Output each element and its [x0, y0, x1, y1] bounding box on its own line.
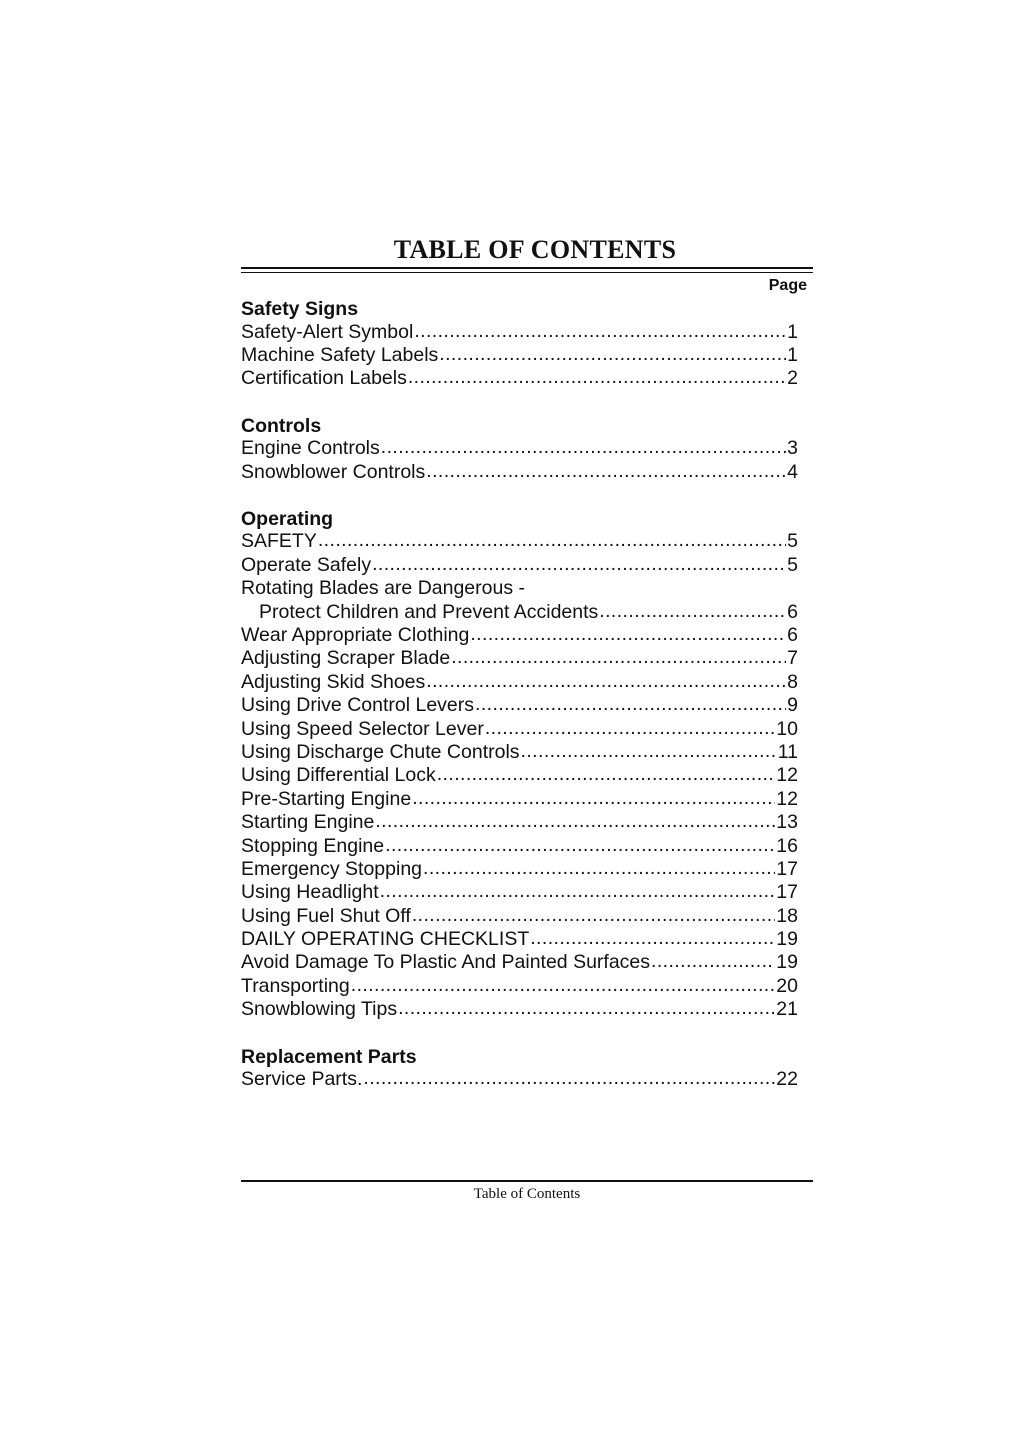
entry-page-number: 16 — [776, 834, 798, 857]
entry-page-number: 3 — [787, 437, 798, 460]
entry-label: Starting Engine — [241, 811, 375, 834]
entry-page-number: 21 — [776, 998, 798, 1021]
entry-page-number: 7 — [787, 647, 798, 670]
entry-page-number: 10 — [776, 717, 798, 740]
section-heading: Replacement Parts — [241, 1045, 417, 1068]
entry-label: DAILY OPERATING CHECKLIST — [241, 928, 530, 951]
entry-page-number: 20 — [776, 974, 798, 997]
entry-page-number: 4 — [787, 460, 798, 483]
toc-entry[interactable] — [241, 694, 798, 717]
section-heading: Controls — [241, 414, 322, 437]
entry-label: Using Fuel Shut Off — [241, 904, 411, 927]
dot-leader — [318, 529, 786, 552]
toc-entry[interactable] — [241, 928, 798, 951]
dot-leader — [385, 834, 775, 857]
entry-label: Rotating Blades are Dangerous - — [241, 577, 525, 600]
entry-label: Safety-Alert Symbol — [241, 320, 414, 343]
entry-label: Operate Safely — [241, 553, 372, 576]
dot-leader — [439, 343, 786, 366]
page-column-label: Page — [768, 277, 807, 294]
entry-label: Using Differential Lock — [241, 764, 436, 787]
entry-label: Using Drive Control Levers — [241, 694, 475, 717]
toc-entry[interactable] — [241, 905, 798, 928]
entry-page-number: 2 — [787, 367, 798, 390]
toc-section-operating — [241, 507, 813, 1022]
dot-leader — [599, 600, 786, 623]
toc-entry[interactable] — [241, 975, 798, 998]
toc-entry[interactable] — [241, 554, 798, 577]
entry-label: Avoid Damage To Plastic And Painted Surfaces — [241, 951, 651, 974]
dot-leader — [485, 717, 775, 740]
entry-label: Certification Labels — [241, 367, 407, 390]
entry-label: Machine Safety Labels — [241, 343, 439, 366]
entry-label: Adjusting Scraper Blade — [241, 647, 451, 670]
entry-page-number: 12 — [776, 764, 798, 787]
entry-label: Using Headlight — [241, 881, 379, 904]
entry-label: Protect Children and Prevent Accidents — [259, 600, 599, 623]
dot-leader — [426, 460, 786, 483]
entry-label: SAFETY — [241, 530, 317, 553]
page-footer: Table of Contents — [473, 1186, 581, 1202]
toc-entry[interactable] — [241, 461, 798, 484]
toc-entry[interactable] — [241, 951, 798, 974]
entry-label: Using Discharge Chute Controls — [241, 740, 520, 763]
entry-label: Transporting — [241, 974, 350, 997]
entry-page-number: 8 — [787, 670, 798, 693]
entry-label: Snowblowing Tips — [241, 998, 398, 1021]
entry-page-number: 18 — [776, 904, 798, 927]
toc-section-replacement-parts — [241, 1045, 813, 1092]
dot-leader — [521, 740, 777, 763]
toc-entry[interactable] — [241, 788, 798, 811]
entry-label: Engine Controls — [241, 437, 380, 460]
dot-leader — [372, 553, 786, 576]
dot-leader — [651, 950, 775, 973]
toc-entry[interactable] — [241, 998, 798, 1021]
entry-label: Adjusting Skid Shoes — [241, 670, 426, 693]
entry-page-number: 1 — [787, 343, 798, 366]
toc-section-controls — [241, 414, 813, 484]
entry-page-number: 19 — [776, 951, 798, 974]
dot-leader — [426, 670, 786, 693]
toc-entry[interactable] — [241, 881, 798, 904]
page-title: TABLE OF CONTENTS — [393, 235, 677, 264]
entry-page-number: 6 — [787, 624, 798, 647]
toc-entry[interactable] — [241, 718, 798, 741]
toc-entry[interactable] — [241, 858, 798, 881]
dot-leader — [412, 904, 775, 927]
entry-page-number: 1 — [787, 320, 798, 343]
entry-label: Stopping Engine — [241, 834, 385, 857]
dot-leader — [437, 763, 776, 786]
dot-leader — [375, 810, 775, 833]
section-heading: Safety Signs — [241, 298, 359, 320]
section-heading: Operating — [241, 507, 334, 530]
entry-label: Snowblower Controls — [241, 460, 426, 483]
toc-entry[interactable] — [241, 671, 798, 694]
toc-section-safety-signs — [241, 297, 813, 391]
entry-page-number: 17 — [776, 857, 798, 880]
entry-page-number: 12 — [776, 787, 798, 810]
footer-divider — [241, 1180, 813, 1182]
entry-page-number: 13 — [776, 811, 798, 834]
dot-leader — [414, 320, 786, 343]
toc-entry[interactable] — [241, 741, 798, 764]
toc-entry[interactable] — [241, 577, 798, 600]
dot-leader — [530, 927, 775, 950]
entry-page-number: 5 — [787, 553, 798, 576]
dot-leader — [451, 646, 786, 669]
entry-label: Pre-Starting Engine — [241, 787, 412, 810]
dot-leader — [475, 693, 786, 716]
entry-label: Using Speed Selector Lever — [241, 717, 484, 740]
entry-page-number: 11 — [777, 740, 798, 763]
entry-label: Service Parts. — [241, 1068, 363, 1091]
toc-entry[interactable] — [241, 647, 798, 670]
toc-entry[interactable] — [241, 835, 798, 858]
entry-page-number: 6 — [787, 600, 798, 623]
toc-page — [241, 230, 813, 1115]
entry-page-number: 5 — [787, 530, 798, 553]
entry-page-number: 9 — [787, 694, 798, 717]
dot-leader — [470, 623, 786, 646]
dot-leader — [408, 366, 786, 389]
toc-entry[interactable] — [241, 1068, 798, 1091]
toc-entry[interactable] — [241, 437, 798, 460]
toc-entry[interactable] — [241, 344, 798, 367]
entry-page-number: 22 — [776, 1068, 798, 1091]
toc-entry[interactable] — [241, 321, 798, 344]
toc-entry[interactable] — [241, 601, 798, 624]
dot-leader — [380, 880, 776, 903]
entry-label: Emergency Stopping — [241, 857, 423, 880]
toc-entry[interactable] — [241, 764, 798, 787]
dot-leader — [423, 857, 775, 880]
dot-leader — [351, 974, 776, 997]
entry-page-number: 19 — [776, 928, 798, 951]
toc-entry[interactable] — [241, 811, 798, 834]
toc-entry[interactable] — [241, 624, 798, 647]
toc-entry[interactable] — [241, 367, 798, 390]
entry-page-number: 17 — [776, 881, 798, 904]
dot-leader — [363, 1067, 775, 1090]
dot-leader — [398, 997, 775, 1020]
dot-leader — [412, 787, 775, 810]
entry-label: Wear Appropriate Clothing — [241, 624, 470, 647]
dot-leader — [381, 436, 786, 459]
toc-entry[interactable] — [241, 530, 798, 553]
